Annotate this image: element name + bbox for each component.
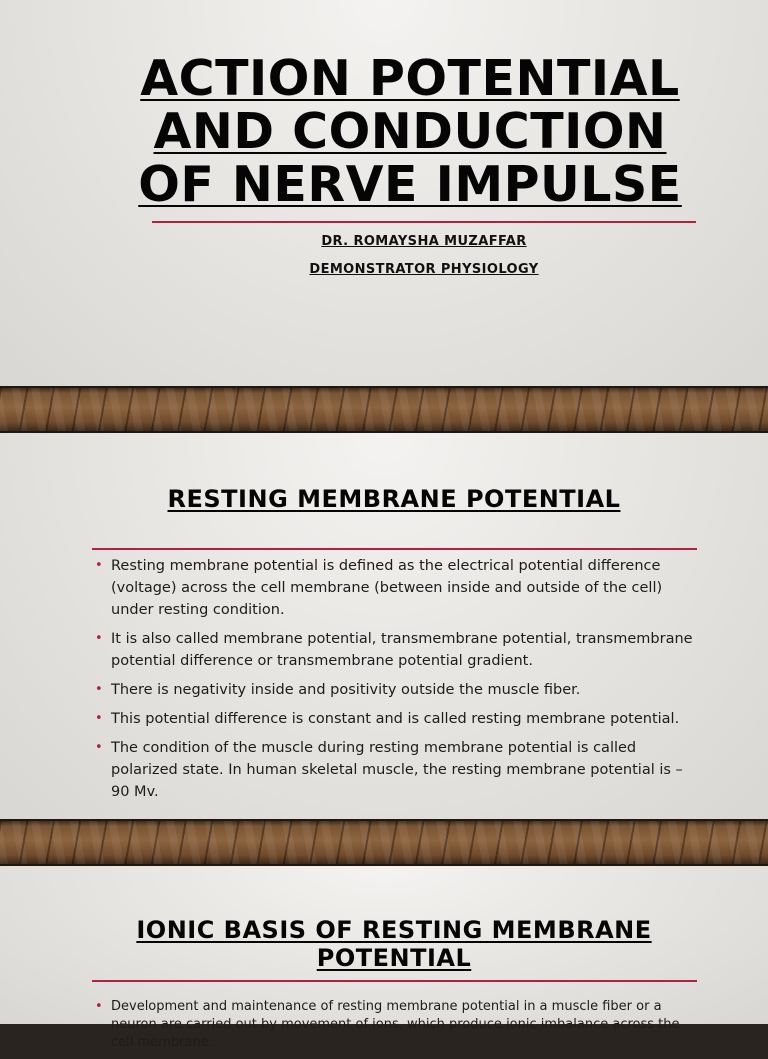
- presentation-title: ACTION POTENTIAL AND CONDUCTION OF NERVE IMPULSE: [138, 50, 682, 213]
- list-item: • This potential difference is constant and is called resting membrane potential.: [94, 708, 694, 730]
- slide-heading: IONIC BASIS OF RESTING MEMBRANE POTENTIAL: [136, 916, 652, 972]
- slide-title: [0, 0, 768, 386]
- author-role: DEMONSTRATOR PHYSIOLOGY: [309, 262, 539, 277]
- wood-floor-divider: [0, 386, 768, 433]
- accent-divider: [92, 548, 697, 550]
- list-item: • The condition of the muscle during resting membrane potential is called polarized state. In human skeletal muscle, the resting membrane potential is –90 Mv.: [94, 737, 694, 803]
- bullet-list: [94, 998, 694, 1059]
- wood-floor-divider: [0, 819, 768, 866]
- slide-heading: RESTING MEMBRANE POTENTIAL: [167, 485, 621, 513]
- list-item: • Resting membrane potential is defined as the electrical potential difference (voltage) across the cell membrane (between inside and outside of the cell) under resting condition.: [94, 555, 694, 621]
- list-item: • It is also called membrane potential, transmembrane potential, transmembrane potential difference or transmembrane potential gradient.: [94, 628, 694, 672]
- slide-ionic-basis: [0, 866, 768, 1050]
- author-name: DR. ROMAYSHA MUZAFFAR: [321, 234, 527, 249]
- accent-divider: [152, 221, 696, 223]
- list-item: • Development and maintenance of resting membrane potential in a muscle fiber or a neuron are carried out by movement of ions, which produce ionic imbalance across the cell membrane.: [94, 998, 694, 1052]
- slide-resting-membrane-potential: [0, 433, 768, 819]
- list-item: • There is negativity inside and positivity outside the muscle fiber.: [94, 679, 694, 701]
- accent-divider: [92, 980, 697, 982]
- bullet-list: [94, 555, 694, 810]
